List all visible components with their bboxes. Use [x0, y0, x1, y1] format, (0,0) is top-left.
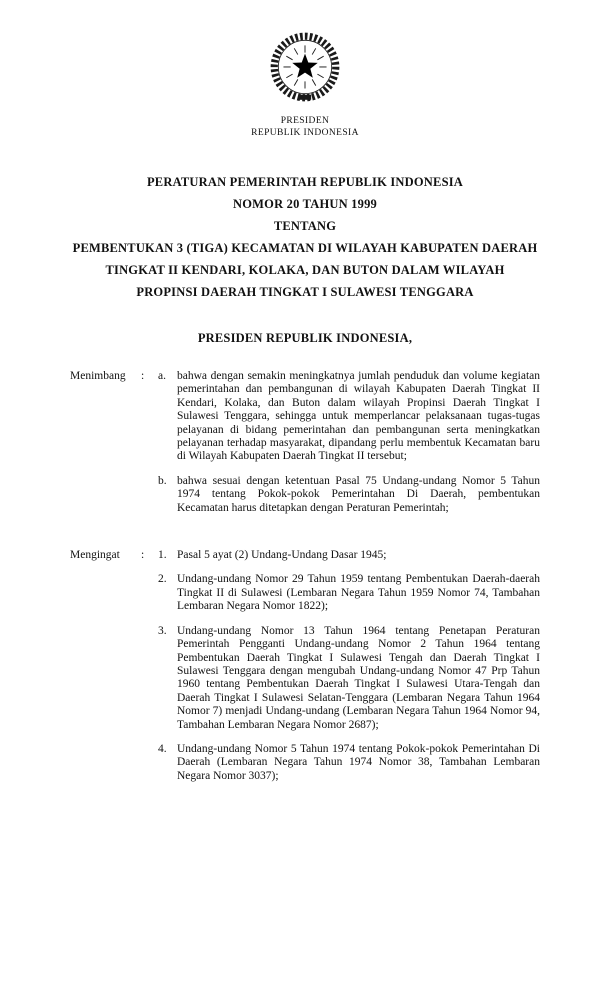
item-marker: 3. — [158, 624, 167, 637]
emblem — [70, 28, 540, 113]
item-text: bahwa sesuai dengan ketentuan Pasal 75 Undang-undang Nomor 5 Tahun 1974 tentang Pokok-pokok Pemerintahan Di Daerah, pembentukan Kecamatan harus ditetapkan dengan Peraturan Pemerintah; — [177, 474, 540, 514]
item-text: Undang-undang Nomor 29 Tahun 1959 tentang Pembentukan Daerah-daerah Tingkat II di Sulawesi (Lembaran Negara Tahun 1959 Nomor 74, Tambahan Lembaran Negara Nomor 1822); — [177, 573, 540, 613]
section-colon: : — [141, 370, 145, 382]
item-text: bahwa dengan semakin meningkatnya jumlah penduduk dan volume kegiatan pemerintahan dan pembangunan di wilayah Kabupaten Daerah Tingkat II Kendari, Kolaka, dan Buton dalam wilayah Propinsi Daerah Tingkat I Sulawesi Tenggara, sehingga untuk memperlancar pelaksanaan tugas-tugas pelayanan di bidang pemerintahan dan pembangunan serta meningkatkan pelayanan terhadap masyarakat, dipandang perlu membentuk Kecamatan baru di Wilayah Kabupaten Daerah Tingkat II tersebut; — [177, 370, 540, 463]
title-line: PEMBENTUKAN 3 (TIGA) KECAMATAN DI WILAYAH KABUPATEN DAERAH — [72, 241, 538, 255]
section-items — [158, 549, 540, 783]
list-item — [158, 549, 540, 562]
item-marker: 4. — [158, 742, 167, 755]
list-item — [158, 743, 540, 783]
body-sections — [70, 370, 540, 783]
title-line: NOMOR 20 TAHUN 1999 — [233, 197, 377, 211]
item-marker: 2. — [158, 573, 167, 586]
section-colon: : — [141, 549, 145, 562]
list-item — [158, 370, 540, 464]
item-marker: a. — [158, 370, 166, 382]
section-label: Mengingat — [70, 549, 120, 562]
item-text: Undang-undang Nomor 5 Tahun 1974 tentang Pokok-pokok Pemerintahan Di Daerah (Lembaran Negara Tahun 1974 Nomor 38, Tambahan Lembaran Negara Nomor 3037); — [177, 742, 540, 782]
title-line: TINGKAT II KENDARI, KOLAKA, DAN BUTON DALAM WILAYAH — [105, 263, 505, 277]
item-marker: 1. — [158, 549, 167, 562]
item-marker: b. — [158, 474, 167, 487]
section-menimbang — [70, 370, 540, 515]
section-mengingat — [70, 549, 540, 783]
salutation: PRESIDEN REPUBLIK INDONESIA, — [197, 331, 413, 345]
list-item — [158, 573, 540, 613]
item-text: Undang-undang Nomor 13 Tahun 1964 tentang Penetapan Peraturan Pemerintah Pengganti Undang-undang Nomor 2 Tahun 1964 tentang Pembentukan Daerah Tingkat I Sulawesi Tengah dan Daerah Tingkat I Sulawesi Tenggara dengan mengubah Undang-undang Nomor 47 Prp Tahun 1960 tentang Pembentukan Daerah Tingkat I Sulawesi Utara-Tengah dan Daerah Tingkat I Sulawesi Selatan-Tenggara (Lembaran Negara Tahun 1964 Nomor 7) menjadi Undang-undang (Lembaran Negara Tahun 1964 Nomor 94, Tambahan Lembaran Negara Nomor 2687); — [177, 624, 540, 731]
title-line: TENTANG — [273, 219, 337, 233]
title-line: PROPINSI DAERAH TINGKAT I SULAWESI TENGGARA — [136, 285, 474, 299]
list-item — [158, 475, 540, 515]
letterhead — [70, 116, 540, 139]
section-label: Menimbang — [70, 370, 126, 382]
letterhead-line-presiden: PRESIDEN — [280, 116, 330, 126]
document-title — [70, 171, 540, 303]
letterhead-line-republik: REPUBLIK INDONESIA — [251, 127, 359, 138]
section-items — [158, 370, 540, 515]
list-item — [158, 625, 540, 732]
title-line: PERATURAN PEMERINTAH REPUBLIK INDONESIA — [146, 175, 464, 189]
item-text: Pasal 5 ayat (2) Undang-Undang Dasar 1945; — [177, 549, 387, 562]
garuda-star-emblem-icon — [265, 28, 345, 108]
